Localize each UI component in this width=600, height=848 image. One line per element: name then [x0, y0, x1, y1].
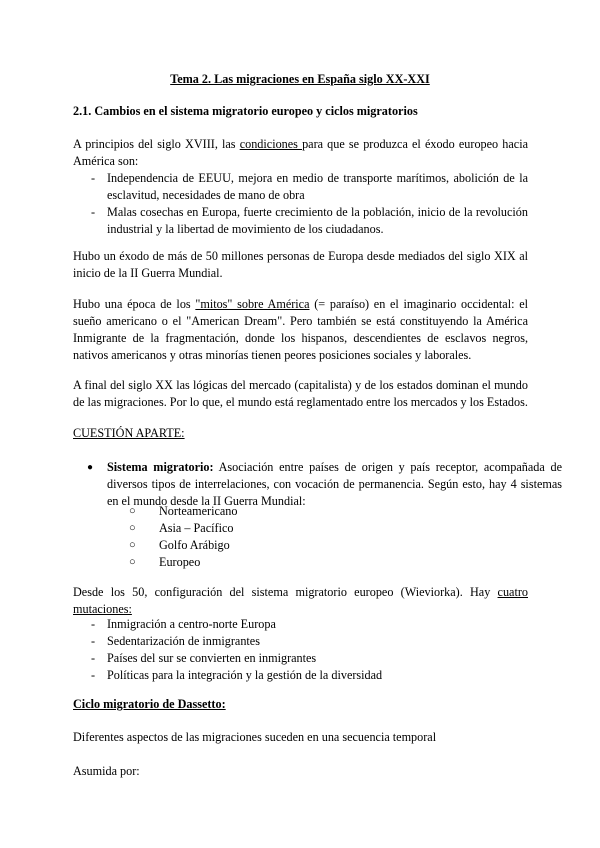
dash-marker: - — [91, 171, 96, 185]
circle-marker: ○ — [129, 556, 136, 568]
list-item-text: Inmigración a centro-norte Europa — [107, 617, 276, 631]
mitos-text-end: (= paraíso) en el imaginario occidental: el sueño americano o el "American Dream". Pero también se está constituyendo la América Inmigrante de la fragmentación, donde los hispanos, descendientes de esclavos negros, nativos americanos y otras minorías tienen peores posiciones sociales y laborales. — [73, 297, 528, 362]
section-heading: 2.1. Cambios en el sistema migratorio europeo y ciclos migratorios — [73, 104, 418, 118]
list-item — [73, 616, 528, 633]
intro-paragraph — [73, 136, 528, 170]
intro-underlined: condiciones — [239, 137, 303, 151]
list-item-text: Independencia de EEUU, mejora en medio de transporte marítimos, abolición de la esclavitud, necesidades de mano de obra — [107, 171, 528, 202]
systems-list — [73, 503, 528, 571]
mutaciones-underlined: cuatro mutaciones: — [73, 585, 528, 616]
list-item-text: Sedentarización de inmigrantes — [107, 634, 260, 648]
intro-text: A principios del siglo XVIII, las — [73, 137, 240, 151]
list-item — [73, 520, 528, 537]
dassetto-heading: Ciclo migratorio de Dassetto: — [73, 697, 226, 711]
term-label: Sistema migratorio: — [107, 460, 214, 474]
list-item — [73, 554, 528, 571]
dash-marker: - — [91, 634, 96, 648]
list-item-text: Malas cosechas en Europa, fuerte crecimiento de la población, inicio de la revolución industrial y la libertad de movimiento de los ciudadanos. — [107, 205, 528, 236]
list-item-text: Europeo — [159, 555, 201, 569]
dash-marker: - — [91, 205, 96, 219]
list-item — [73, 667, 528, 684]
mitos-paragraph — [73, 296, 528, 364]
conditions-list — [73, 170, 528, 238]
mitos-underlined: "mitos" sobre América — [195, 297, 310, 311]
list-item — [73, 650, 528, 667]
circle-marker: ○ — [129, 522, 136, 534]
list-item-text: Golfo Arábigo — [159, 538, 230, 552]
dassetto-paragraph: Diferentes aspectos de las migraciones suceden en una secuencia temporal — [73, 730, 437, 744]
mutaciones-list — [73, 616, 528, 684]
exodo-paragraph: Hubo un éxodo de más de 50 millones personas de Europa desde mediados del siglo XIX al inicio de la II Guerra Mundial. — [73, 249, 528, 280]
list-item-text: Políticas para la integración y la gestión de la diversidad — [107, 668, 383, 682]
dash-marker: - — [91, 651, 96, 665]
list-item-text: Asia – Pacífico — [159, 521, 234, 535]
dash-marker: - — [91, 617, 96, 631]
term-definition: Asociación entre países de origen y país receptor, acompañada de diversos tipos de interrelaciones, con vocación de permanencia. Según esto, hay 4 sistemas en el mundo desde la II Guerra Mundial: — [107, 460, 562, 508]
circle-marker: ○ — [129, 505, 136, 517]
list-item — [73, 633, 528, 650]
cuestion-heading: CUESTIÓN APARTE: — [73, 426, 185, 440]
list-item-text: Países del sur se convierten en inmigrantes — [107, 651, 317, 665]
bullet-marker: ● — [87, 462, 94, 473]
mitos-text: Hubo una época de los — [73, 297, 196, 311]
list-item — [73, 204, 528, 238]
intro-text-end: para que se produzca el éxodo europeo hacia América son: — [73, 137, 528, 168]
list-item — [73, 170, 528, 204]
circle-marker: ○ — [129, 539, 136, 551]
page-title: Tema 2. Las migraciones en España siglo XX-XXI — [170, 72, 430, 86]
final-paragraph: A final del siglo XX las lógicas del mercado (capitalista) y de los estados dominan el mundo de las migraciones. Por lo que, el mundo está reglamentado entre los mercados y los Estados. — [73, 378, 528, 409]
list-item — [73, 537, 528, 554]
list-item-text: Norteamericano — [159, 504, 238, 518]
dash-marker: - — [91, 668, 96, 682]
asumida-label: Asumida por: — [73, 764, 140, 778]
mutaciones-text: Desde los 50, configuración del sistema migratorio europeo (Wieviorka). Hay — [73, 585, 498, 599]
list-item — [73, 503, 528, 520]
mutaciones-paragraph — [73, 584, 528, 618]
